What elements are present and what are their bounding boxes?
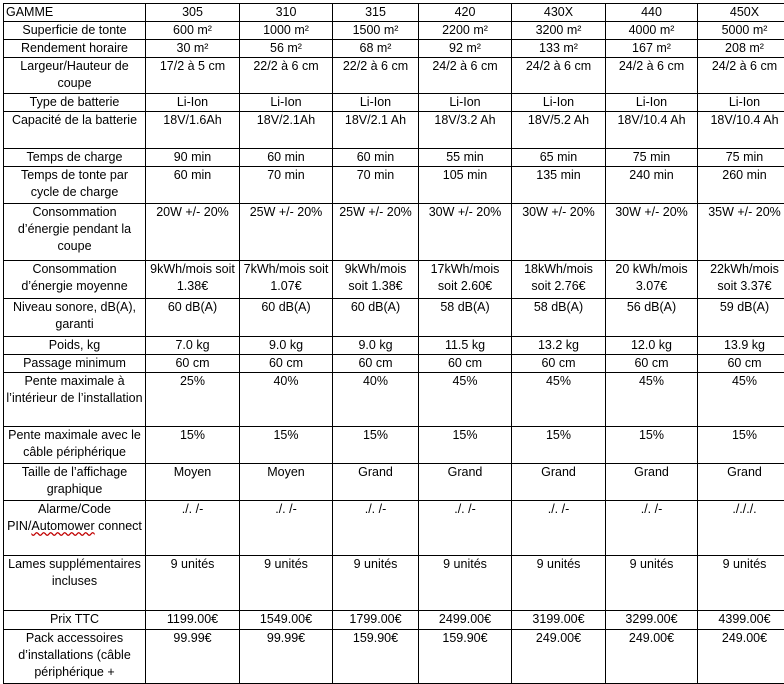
table-row [4,299,784,337]
table-cell: 75 min [606,149,698,167]
table-cell: 13.2 kg [512,337,606,355]
table-cell: ./. /- [512,501,606,556]
spec-table [3,3,784,684]
table-cell: Grand [333,464,419,501]
table-cell: 208 m² [698,40,784,58]
table-cell: 59 dB(A) [698,299,784,337]
table-cell: 249.00€ [698,630,784,684]
table-cell: Grand [698,464,784,501]
table-cell: 30 m² [146,40,240,58]
table-cell: 9kWh/mois soit 1.38€ [333,261,419,299]
table-cell: ./. /- [333,501,419,556]
table-row [4,112,784,149]
table-cell: 9kWh/mois soit 1.38€ [146,261,240,299]
table-cell: 55 min [419,149,512,167]
table-cell: 60 dB(A) [240,299,333,337]
table-cell: 249.00€ [606,630,698,684]
table-cell: Li-Ion [333,94,419,112]
row-label-part: Automower [31,519,94,533]
table-cell: 25W +/- 20% [240,204,333,261]
table-cell: 1500 m² [333,22,419,40]
table-cell: Grand [512,464,606,501]
table-cell: 7kWh/mois soit 1.07€ [240,261,333,299]
table-cell: 45% [512,373,606,427]
table-cell: 9 unités [512,556,606,611]
table-cell: 18V/10.4 Ah [606,112,698,149]
table-cell: 9.0 kg [333,337,419,355]
table-cell: Grand [606,464,698,501]
table-cell: 65 min [512,149,606,167]
table-cell: 90 min [146,149,240,167]
table-cell: 18V/2.1Ah [240,112,333,149]
header-model: 315 [333,4,419,22]
table-cell: 24/2 à 6 cm [419,58,512,94]
row-label: Consommation d’énergie moyenne [4,261,146,299]
table-cell: 1549.00€ [240,611,333,630]
table-cell: 7.0 kg [146,337,240,355]
table-cell: 56 m² [240,40,333,58]
table-cell: 9 unités [698,556,784,611]
row-label: Pente maximale avec le câble périphérique [4,427,146,464]
table-cell: 35W +/- 20% [698,204,784,261]
table-cell: 60 dB(A) [146,299,240,337]
table-cell: 18V/10.4 Ah [698,112,784,149]
table-cell: 240 min [606,167,698,204]
table-cell: 60 cm [512,355,606,373]
row-label: Rendement horaire [4,40,146,58]
row-label: Consommation d’énergie pendant la coupe [4,204,146,261]
table-cell: ./. /- [419,501,512,556]
table-cell: 99.99€ [240,630,333,684]
table-cell: 18kWh/mois soit 2.76€ [512,261,606,299]
table-cell: 40% [333,373,419,427]
table-cell: 3200 m² [512,22,606,40]
table-cell: 22kWh/mois soit 3.37€ [698,261,784,299]
table-cell: 1000 m² [240,22,333,40]
table-cell: 9 unités [333,556,419,611]
table-cell: 45% [698,373,784,427]
table-cell: 167 m² [606,40,698,58]
table-cell: 25W +/- 20% [333,204,419,261]
table-cell: Li-Ion [698,94,784,112]
row-label: Type de batterie [4,94,146,112]
row-label: Taille de l’affichage graphique [4,464,146,501]
table-cell: 1799.00€ [333,611,419,630]
table-cell: Moyen [240,464,333,501]
table-cell: 9 unités [606,556,698,611]
table-row [4,611,784,630]
table-cell: 600 m² [146,22,240,40]
row-label: Lames supplémentaires incluses [4,556,146,611]
table-cell: Li-Ion [146,94,240,112]
row-label: Prix TTC [4,611,146,630]
table-cell: 9 unités [419,556,512,611]
table-cell: 2499.00€ [419,611,512,630]
header-model: 310 [240,4,333,22]
table-row [4,501,784,556]
table-cell: 4399.00€ [698,611,784,630]
row-label: Superficie de tonte [4,22,146,40]
table-cell: 56 dB(A) [606,299,698,337]
table-cell: Moyen [146,464,240,501]
table-cell: Li-Ion [606,94,698,112]
table-cell: 22/2 à 6 cm [333,58,419,94]
table-cell: ./. /- [146,501,240,556]
row-label [4,501,146,556]
table-cell: 58 dB(A) [419,299,512,337]
table-cell: 60 cm [419,355,512,373]
table-cell: 15% [606,427,698,464]
table-cell: 11.5 kg [419,337,512,355]
table-row [4,427,784,464]
header-model: 420 [419,4,512,22]
table-cell: 15% [333,427,419,464]
table-cell: Li-Ion [512,94,606,112]
table-cell: 70 min [333,167,419,204]
table-cell: 40% [240,373,333,427]
table-cell: 58 dB(A) [512,299,606,337]
table-row [4,556,784,611]
table-cell: 60 cm [606,355,698,373]
table-cell: 9 unités [146,556,240,611]
table-cell: 60 min [146,167,240,204]
table-row [4,149,784,167]
table-cell: 15% [419,427,512,464]
table-cell: 4000 m² [606,22,698,40]
table-cell: 45% [606,373,698,427]
table-cell: 60 min [240,149,333,167]
table-cell: 105 min [419,167,512,204]
table-cell: ./. /- [240,501,333,556]
table-cell: 18V/3.2 Ah [419,112,512,149]
table-cell: 30W +/- 20% [419,204,512,261]
table-row [4,22,784,40]
table-cell: Li-Ion [419,94,512,112]
table-row [4,261,784,299]
table-row [4,337,784,355]
row-label: Temps de charge [4,149,146,167]
row-label: Passage minimum [4,355,146,373]
table-cell: 60 cm [698,355,784,373]
table-cell: 1199.00€ [146,611,240,630]
table-cell: 70 min [240,167,333,204]
row-label: Niveau sonore, dB(A), garanti [4,299,146,337]
table-cell: 24/2 à 6 cm [606,58,698,94]
table-cell: 9.0 kg [240,337,333,355]
table-cell: 9 unités [240,556,333,611]
table-cell: 92 m² [419,40,512,58]
table-row [4,355,784,373]
row-label: Pente maximale à l’intérieur de l’installation [4,373,146,427]
table-cell: 25% [146,373,240,427]
table-cell: 15% [240,427,333,464]
table-cell: 3199.00€ [512,611,606,630]
table-cell: 18V/2.1 Ah [333,112,419,149]
table-cell: 5000 m² [698,22,784,40]
table-cell: 135 min [512,167,606,204]
table-cell: 45% [419,373,512,427]
row-label: Temps de tonte par cycle de charge [4,167,146,204]
table-cell: 15% [146,427,240,464]
table-cell: 18V/5.2 Ah [512,112,606,149]
table-cell: 2200 m² [419,22,512,40]
table-cell: 60 cm [333,355,419,373]
table-cell: ./. /- [606,501,698,556]
table-cell: 68 m² [333,40,419,58]
table-cell: 24/2 à 6 cm [512,58,606,94]
table-cell: 15% [512,427,606,464]
table-cell: 20 kWh/mois 3.07€ [606,261,698,299]
table-cell: 159.90€ [333,630,419,684]
table-cell: 159.90€ [419,630,512,684]
table-row [4,373,784,427]
table-cell: 12.0 kg [606,337,698,355]
row-label-part: Alarme/Code PIN/ [7,502,111,533]
table-cell: 20W +/- 20% [146,204,240,261]
table-cell: 60 cm [240,355,333,373]
table-cell: 60 dB(A) [333,299,419,337]
row-label: Poids, kg [4,337,146,355]
table-cell: Grand [419,464,512,501]
table-cell: 260 min [698,167,784,204]
table-cell: 22/2 à 6 cm [240,58,333,94]
table-cell: 17/2 à 5 cm [146,58,240,94]
table-cell: 60 min [333,149,419,167]
table-row [4,204,784,261]
row-label: Pack accessoires d’installations (câble périphérique + [4,630,146,684]
table-cell: 13.9 kg [698,337,784,355]
table-cell: 17kWh/mois soit 2.60€ [419,261,512,299]
table-row [4,630,784,684]
table-cell: 18V/1.6Ah [146,112,240,149]
table-cell: 60 cm [146,355,240,373]
table-row [4,40,784,58]
table-cell: 3299.00€ [606,611,698,630]
table-row [4,94,784,112]
table-row [4,58,784,94]
table-cell: ./././. [698,501,784,556]
table-cell: 75 min [698,149,784,167]
row-label-part: connect [95,519,142,533]
table-cell: 24/2 à 6 cm [698,58,784,94]
table-header-row [4,4,784,22]
table-cell: 133 m² [512,40,606,58]
table-row [4,167,784,204]
header-model: 305 [146,4,240,22]
row-label: Capacité de la batterie [4,112,146,149]
header-model: 440 [606,4,698,22]
table-cell: 30W +/- 20% [512,204,606,261]
table-cell: 30W +/- 20% [606,204,698,261]
table-cell: 249.00€ [512,630,606,684]
table-cell: Li-Ion [240,94,333,112]
table-cell: 15% [698,427,784,464]
header-gamme: GAMME [4,4,146,22]
table-row [4,464,784,501]
table-cell: 99.99€ [146,630,240,684]
row-label: Largeur/Hauteur de coupe [4,58,146,94]
header-model: 450X [698,4,784,22]
header-model: 430X [512,4,606,22]
